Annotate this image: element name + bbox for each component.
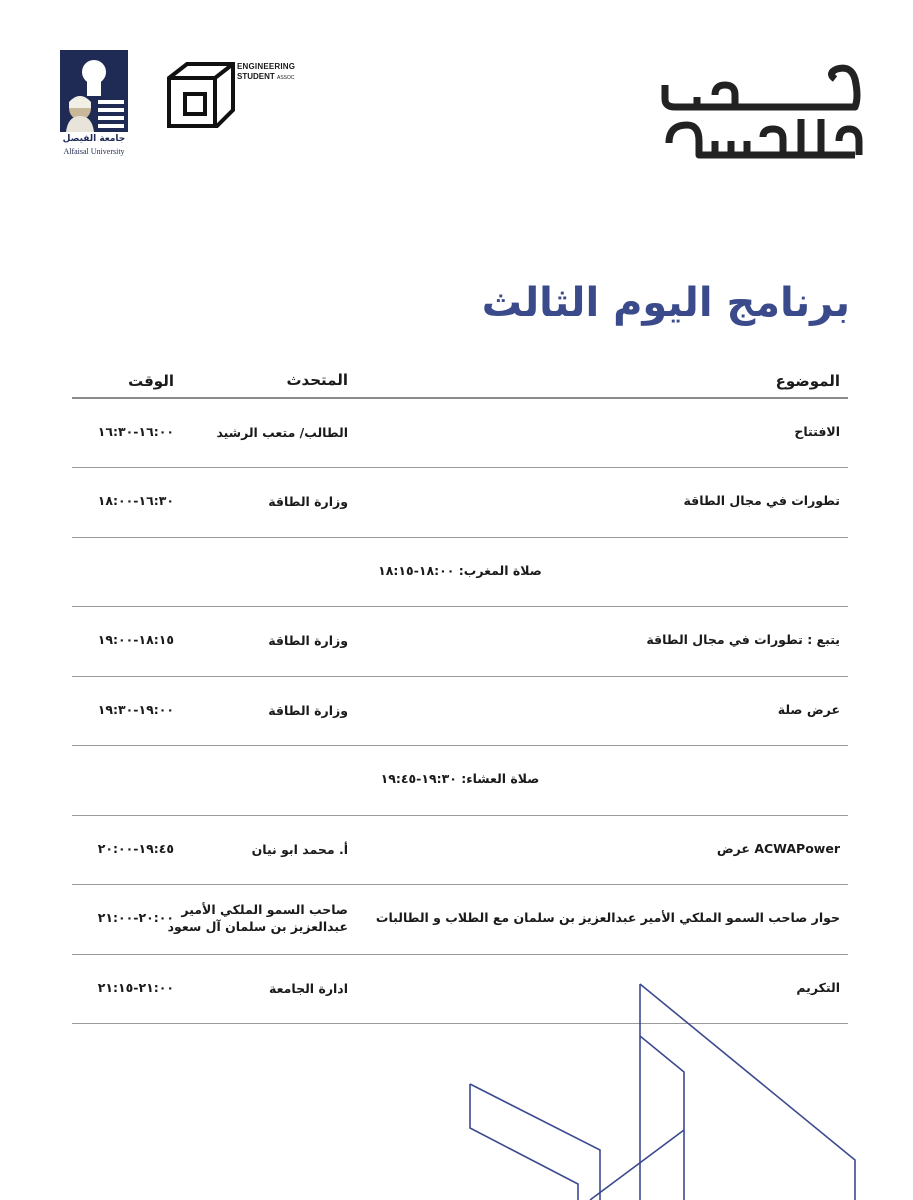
prayer-break-text: صلاة العشاء: ١٩:٣٠-١٩:٤٥ (380, 771, 540, 786)
row-speaker: الطالب/ متعب الرشيد (216, 425, 348, 440)
row-speaker (168, 901, 348, 935)
row-topic: الافتتاح (794, 424, 840, 439)
row-time: ٢١:٠٠-٢١:١٥ (97, 980, 174, 995)
header-time: الوقت (128, 372, 174, 390)
table-row (72, 399, 848, 468)
decorative-line-graphic (460, 980, 913, 1200)
event-logo (655, 55, 870, 165)
row-time: ١٦:٣٠-١٨:٠٠ (97, 493, 174, 508)
table-row (72, 677, 848, 746)
seal-line-1: الفيصل (100, 103, 113, 108)
prayer-break-row (72, 538, 848, 607)
table-row (72, 885, 848, 955)
row-topic: حوار صاحب السمو الملكي الأمير عبدالعزيز بن سلمان مع الطلاب و الطالبات (375, 910, 840, 925)
seal-line-3: الملكي (100, 119, 112, 124)
row-time: ١٩:٠٠-١٩:٣٠ (97, 702, 174, 717)
esa-text-line1: ENGINEERING (237, 62, 296, 71)
seal-line-2: الجامعة (100, 111, 113, 116)
esa-text-small: ASSOC (277, 75, 295, 81)
table-row (72, 468, 848, 538)
esa-cube-icon (165, 60, 237, 132)
row-speaker: وزارة الطاقة (268, 633, 348, 648)
schedule-table (72, 362, 848, 1024)
alfaisal-emblem (60, 50, 128, 132)
row-speaker: وزارة الطاقة (268, 703, 348, 718)
table-row (72, 816, 848, 885)
alfaisal-university-logo (58, 48, 130, 158)
row-topic: يتبع : تطورات في مجال الطاقة (646, 632, 840, 647)
prayer-break-row (72, 746, 848, 816)
header-speaker: المتحدث (286, 371, 348, 389)
row-speaker: ادارة الجامعة (269, 981, 348, 996)
esa-text-line2: STUDENT (237, 72, 275, 81)
alfaisal-english-name: Alfaisal University (63, 147, 125, 156)
esa-text-line2-wrap (237, 72, 295, 81)
row-time: ١٨:١٥-١٩:٠٠ (97, 632, 174, 647)
row-time: ١٩:٤٥-٢٠:٠٠ (97, 841, 174, 856)
prayer-break-text: صلاة المغرب: ١٨:٠٠-١٨:١٥ (378, 563, 542, 578)
row-speaker: أ. محمد ابو نيان (251, 842, 348, 857)
row-topic: التكريم (796, 980, 840, 995)
table-header-row (72, 362, 848, 399)
row-time: ٢٠:٠٠-٢١:٠٠ (97, 910, 174, 925)
engineering-student-assoc-logo (165, 60, 295, 138)
event-logo-wordmark (655, 55, 870, 165)
table-row (72, 607, 848, 677)
row-time: ١٦:٠٠-١٦:٣٠ (97, 424, 174, 439)
row-speaker-line-1: صاحب السمو الملكي الأمير (181, 902, 348, 917)
page-title: برنامج اليوم الثالث (481, 280, 850, 326)
header-topic: الموضوع (775, 372, 840, 390)
alfaisal-arabic-name: جامعة الفيصل (62, 134, 126, 144)
row-topic: عرض صلة (777, 702, 840, 717)
row-topic: تطورات في مجال الطاقة (683, 493, 840, 508)
row-speaker-line-2: عبدالعزيز بن سلمان آل سعود (167, 919, 348, 934)
row-speaker: وزارة الطاقة (268, 494, 348, 509)
row-topic: ACWAPower عرض (716, 841, 840, 856)
